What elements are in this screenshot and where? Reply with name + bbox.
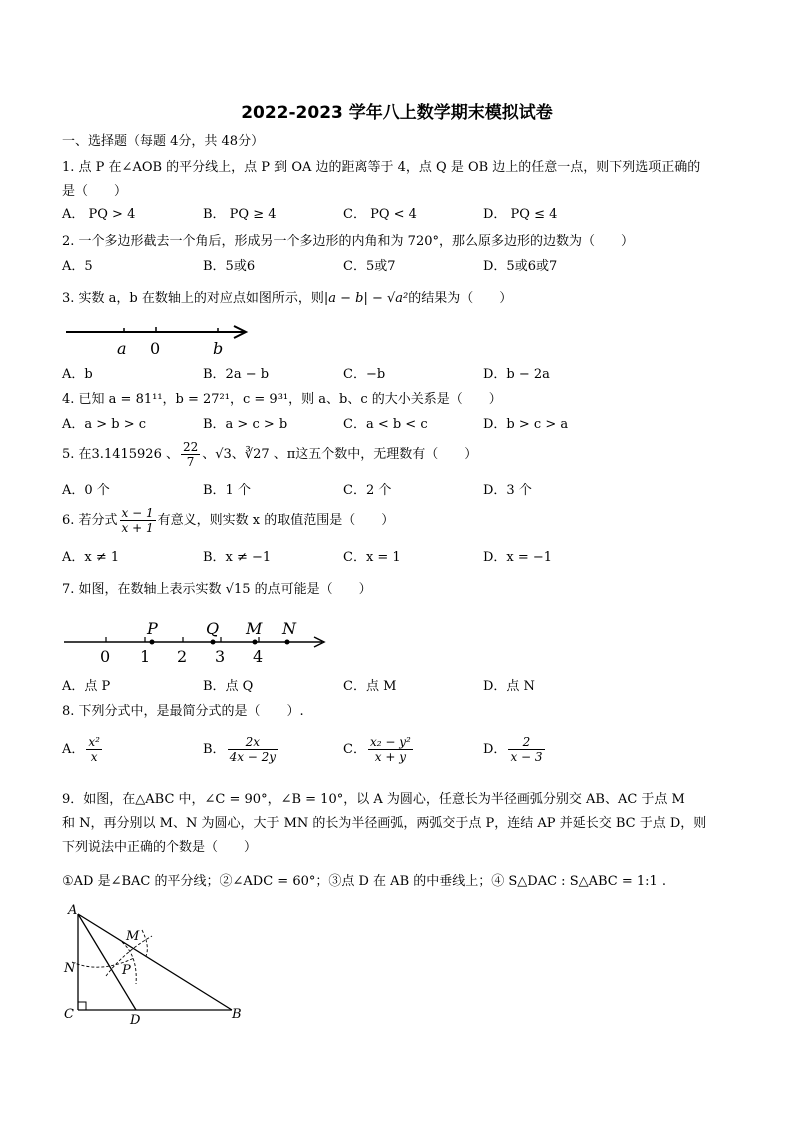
q5-fraction-den: 7 [186, 455, 195, 469]
q7-tick-label-0: 0 [100, 647, 111, 666]
q8-option-c [343, 735, 415, 764]
q9-arc-at-m [142, 930, 147, 956]
q3-prefix: 3. 实数 a，b 在数轴上的对应点如图所示，则 [62, 291, 324, 306]
q1-line1: 1. 点 P 在∠AOB 的平分线上，点 P 到 OA 边的距离等于 4，点 Q 是 OB 边上的任意一点，则下列选项正确的 [62, 160, 701, 175]
q5-option-b: B．1 个 [203, 483, 251, 498]
q9-statements: ①AD 是∠BAC 的平分线；②∠ADC = 60°；③点 D 在 AB 的中垂线上；④ S△DAC : S△ABC = 1:1 . [62, 874, 667, 889]
q8-option-c-fraction [368, 735, 413, 764]
q5-fraction [181, 440, 200, 469]
q1-option-d: D． PQ ≤ 4 [483, 207, 558, 222]
q8-option-a-den: x [90, 750, 98, 764]
q9-line1: 9．如图，在△ABC 中，∠C = 90°，∠B = 10°，以 A 为圆心，任意长为半径画弧分别交 AB、AC 于点 M [62, 792, 685, 807]
q8-option-a-fraction [86, 735, 102, 764]
q9-line3: 下列说法中正确的个数是（ ） [62, 840, 258, 855]
q6-option-a: A．x ≠ 1 [62, 550, 120, 565]
q4-option-d: D．b > c > a [483, 417, 569, 432]
q5-suffix: 、√3、∛27 、π这五个数中，无理数有（ ） [202, 447, 478, 462]
q3-text [62, 291, 512, 307]
q2-option-d: D．5或6或7 [483, 259, 558, 274]
q1-option-a: A． PQ > 4 [62, 207, 136, 222]
q9-label-m: M [126, 929, 140, 944]
q6-option-b: B．x ≠ −1 [203, 550, 272, 565]
q6-prefix: 6. 若分式 [62, 513, 118, 528]
q7-tick-label-3: 3 [215, 647, 226, 666]
q4-option-b: B．a > c > b [203, 417, 288, 432]
q5-text [62, 440, 477, 469]
q8-option-d-fraction [508, 735, 544, 764]
q9-right-angle-mark [78, 1002, 86, 1010]
q2-option-c: C．5或7 [343, 259, 396, 274]
q1-option-b: B． PQ ≥ 4 [203, 207, 277, 222]
q7-option-b: B．点 Q [203, 679, 254, 694]
q6-fraction-num: x − 1 [121, 506, 154, 520]
q7-label-n: N [282, 619, 296, 638]
q6-option-d: D．x = −1 [483, 550, 553, 565]
q9-label-a: A [68, 903, 78, 918]
q4-option-c: C．a < b < c [343, 417, 428, 432]
q9-triangle-figure [60, 900, 260, 1028]
q6-text [62, 506, 394, 535]
q7-tick-label-2: 2 [177, 647, 188, 666]
q9-label-n: N [64, 961, 76, 976]
q9-label-b: B [232, 1007, 242, 1022]
q8-option-a-label: A． [62, 742, 85, 757]
q8-option-d-num: 2 [508, 735, 544, 750]
q2-text: 2. 一个多边形截去一个角后，形成另一个多边形的内角和为 720°，那么原多边形的边数为（ ） [62, 234, 634, 249]
section-heading: 一、选择题（每题 4分，共 48分） [62, 134, 265, 149]
q3-option-d: D．b − 2a [483, 367, 550, 382]
q7-tick-label-4: 4 [253, 647, 264, 666]
q5-prefix: 5. 在3.1415926 、 [62, 447, 179, 462]
q5-fraction-num: 22 [182, 440, 199, 454]
q2-option-b: B．5或6 [203, 259, 256, 274]
q8-option-c-den: x + y [374, 750, 406, 764]
q3-option-b: B．2a − b [203, 367, 270, 382]
q7-point-p [150, 640, 155, 645]
q3-label-0: 0 [150, 339, 161, 358]
q8-option-a [62, 735, 104, 764]
q4-text: 4. 已知 a = 81¹¹，b = 27²¹，c = 9³¹，则 a、b、c 的大小关系是（ ） [62, 392, 502, 407]
q8-option-d-den: x − 3 [510, 750, 543, 764]
q3-label-a: a [117, 339, 127, 358]
q8-option-d [483, 735, 547, 764]
q7-tick-label-1: 1 [140, 647, 151, 666]
q3-option-c: C．−b [343, 367, 386, 382]
q4-option-a: A．a > b > c [62, 417, 147, 432]
q8-text: 8. 下列分式中，是最简分式的是（ ）. [62, 704, 304, 719]
q3-label-b: b [213, 339, 224, 358]
q8-option-c-label: C． [343, 742, 366, 757]
q7-label-m: M [246, 619, 263, 638]
q6-fraction-den: x + 1 [121, 521, 154, 535]
q3-expression: |a − b| − √a² [323, 291, 409, 306]
q8-option-b-fraction [228, 735, 279, 764]
q6-fraction [120, 506, 156, 535]
q8-option-b-num: 2x [228, 735, 279, 750]
q9-line2: 和 N，再分别以 M、N 为圆心，大于 MN 的长为半径画弧，两弧交于点 P，连结 AP 并延长交 BC 于点 D，则 [62, 816, 707, 831]
q8-option-c-num: x₂ − y² [369, 735, 411, 749]
q8-option-b [203, 735, 280, 764]
q3-number-line [62, 318, 262, 360]
q9-label-c: C [64, 1007, 74, 1022]
q7-point-m [253, 640, 258, 645]
q1-option-c: C． PQ < 4 [343, 207, 417, 222]
q6-option-c: C．x = 1 [343, 550, 401, 565]
q3-suffix: 的结果为（ ） [408, 291, 513, 306]
q5-option-c: C．2 个 [343, 483, 392, 498]
page-title: 2022-2023 学年八上数学期末模拟试卷 [241, 103, 553, 123]
q5-option-a: A．0 个 [62, 483, 110, 498]
q9-label-d: D [130, 1013, 141, 1028]
q7-point-q [211, 640, 216, 645]
q7-option-c: C．点 M [343, 679, 397, 694]
q1-line2: 是（ ） [62, 184, 128, 199]
q7-label-q: Q [206, 619, 220, 638]
q9-side-ab [78, 914, 232, 1010]
q8-option-b-den: 4x − 2y [229, 750, 277, 764]
q7-point-n [285, 640, 290, 645]
q8-option-b-label: B． [203, 742, 226, 757]
q7-option-d: D．点 N [483, 679, 535, 694]
q6-suffix: 有意义，则实数 x 的取值范围是（ ） [157, 513, 395, 528]
q5-option-d: D．3 个 [483, 483, 532, 498]
q8-option-d-label: D． [483, 742, 507, 757]
q9-label-p: P [122, 963, 131, 978]
q7-option-a: A．点 P [62, 679, 111, 694]
q7-number-line [62, 618, 332, 666]
q7-label-p: P [147, 619, 158, 638]
q3-option-a: A．b [62, 367, 93, 382]
q8-option-a-num: x² [88, 735, 100, 749]
q7-text: 7. 如图，在数轴上表示实数 √15 的点可能是（ ） [62, 582, 372, 597]
q2-option-a: A．5 [62, 259, 93, 274]
